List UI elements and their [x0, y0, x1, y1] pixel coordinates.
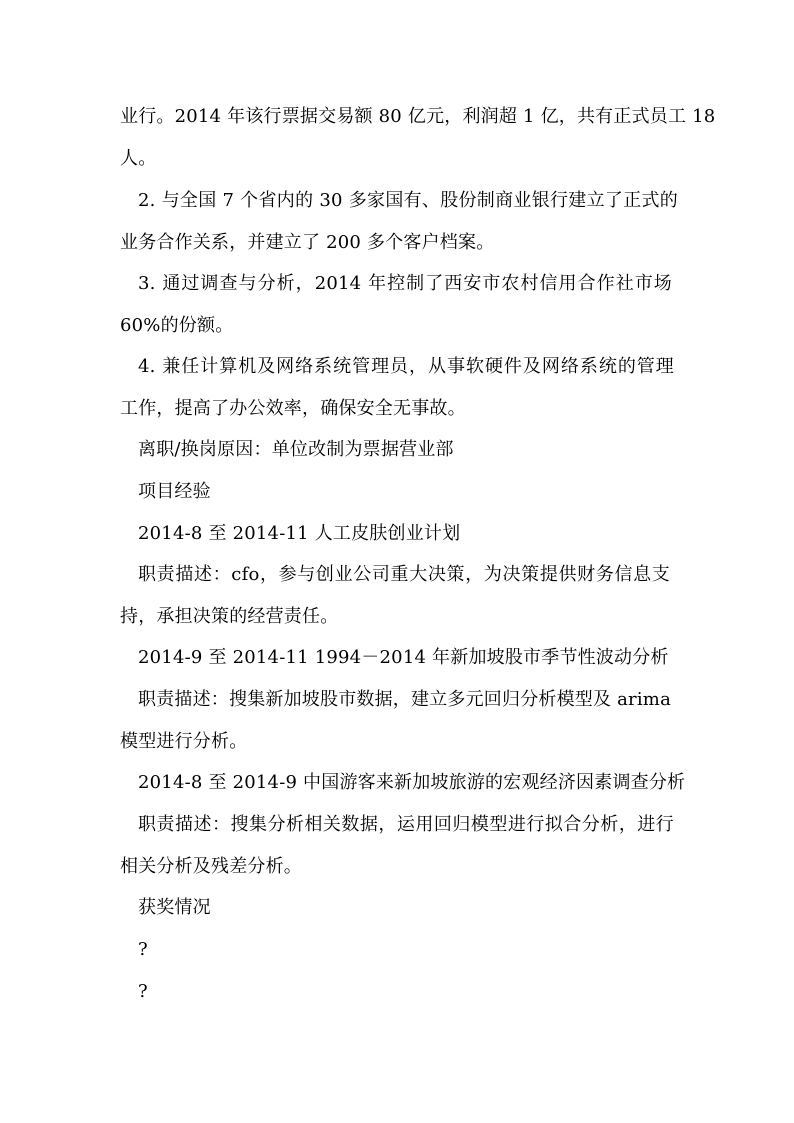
text-line: 3. 通过调查与分析，2014 年控制了西安市农村信用合作社市场 — [138, 273, 672, 294]
text-line: 60%的份额。 — [120, 315, 234, 336]
section-heading: 获奖情况 — [138, 897, 211, 918]
text-line: ? — [138, 939, 148, 960]
section-heading: 项目经验 — [138, 481, 211, 502]
text-line: 2. 与全国 7 个省内的 30 多家国有、股份制商业银行建立了正式的 — [138, 190, 678, 211]
text-line: 2014-8 至 2014-9 中国游客来新加坡旅游的宏观经济因素调查分析 — [138, 772, 686, 793]
text-line: 职责描述：cfo，参与创业公司重大决策，为决策提供财务信息支 — [138, 564, 670, 585]
text-line: 2014-8 至 2014-11 人工皮肤创业计划 — [138, 523, 461, 544]
text-line: 业务合作关系，并建立了 200 多个客户档案。 — [120, 232, 495, 253]
text-line: 职责描述：搜集新加坡股市数据，建立多元回归分析模型及 arima — [138, 689, 672, 710]
text-line: 工作，提高了办公效率，确保安全无事故。 — [120, 398, 466, 419]
text-line: 职责描述：搜集分析相关数据，运用回归模型进行拟合分析，进行 — [138, 814, 674, 835]
text-line: 相关分析及残差分析。 — [120, 856, 302, 877]
text-line: 模型进行分析。 — [120, 731, 248, 752]
text-line: 离职/换岗原因：单位改制为票据营业部 — [138, 439, 454, 460]
text-line: ? — [138, 981, 148, 1002]
text-line: 4. 兼任计算机及网络系统管理员，从事软硬件及网络系统的管理 — [138, 356, 674, 377]
text-line: 业行。2014 年该行票据交易额 80 亿元，利润超 1 亿，共有正式员工 18 — [120, 106, 716, 127]
text-line: 人。 — [120, 148, 157, 169]
text-line: 2014-9 至 2014-11 1994－2014 年新加坡股市季节性波动分析 — [138, 647, 669, 668]
text-line: 持，承担决策的经营责任。 — [120, 606, 339, 627]
